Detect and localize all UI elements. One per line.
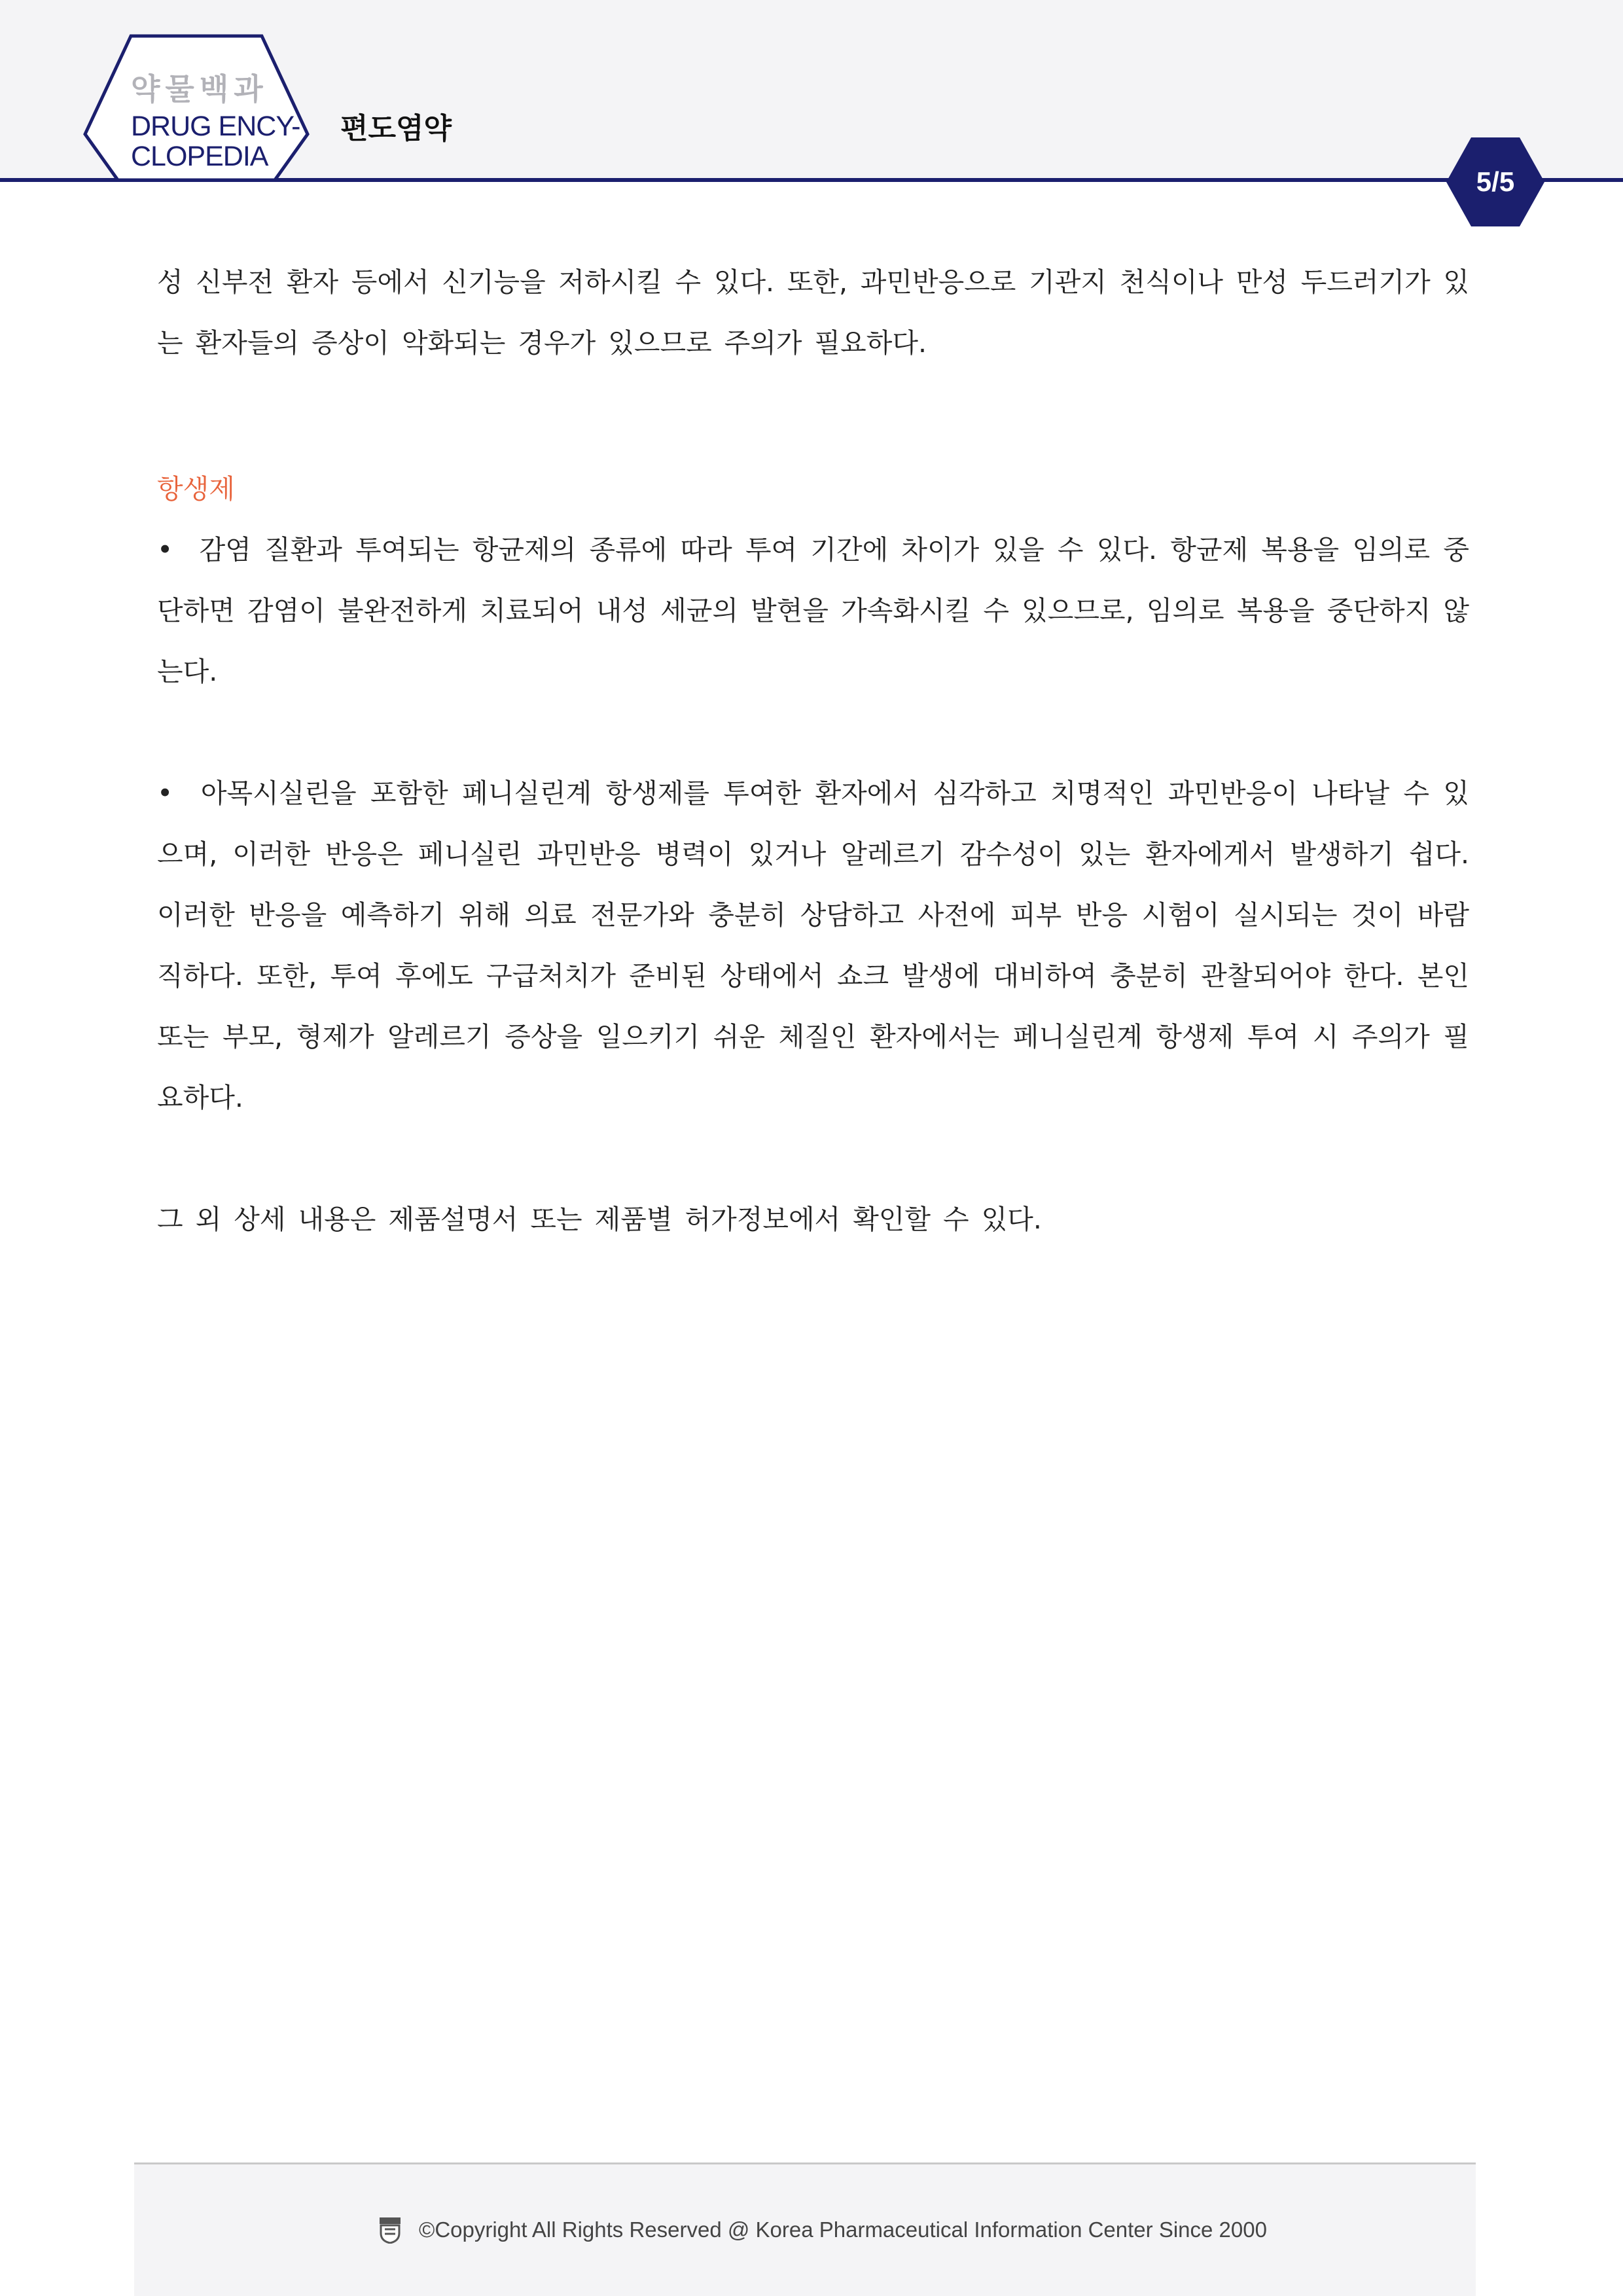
bullet-text: 아목시실린을 포함한 페니실린계 항생제를 투여한 환자에서 심각하고 치명적인 과민반응이 나타날 수 있으며, 이러한 반응은 페니실린 과민반응 병력이 있거나 알레르기 감수성이 있는 환자에게서 발생하기 쉽다. 이러한 반응을 예측하기 위해 의료 전문가와 충분히 상담하고 사전에 피부 반응 시험이 실시되는 것이 바람직하다. 또한, 투여 후에도 구급처치가 준비된 상태에서 쇼크 발생에 대비하여 충분히 관찰되어야 한다. 본인 또는 부모, 형제가 알레르기 증상을 일으키기 쉬운 체질인 환자에서는 페니실린계 항생제 투여 시 주의가 필요하다. — [157, 778, 1469, 1113]
logo-korean-text: 약물백과 — [131, 71, 268, 107]
closing-paragraph: 그 외 상세 내용은 제품설명서 또는 제품별 허가정보에서 확인할 수 있다. — [157, 1204, 1042, 1235]
document-title: 편도염약 — [340, 112, 452, 145]
bullet-item-1 — [157, 520, 1469, 702]
logo-english-text: DRUG ENCY-CLOPEDIA — [131, 111, 300, 172]
kpic-emblem-icon — [378, 2216, 402, 2244]
footer-copyright: ©Copyright All Rights Reserved @ Korea Pharmaceutical Information Center Since 2000 — [419, 2217, 1267, 2242]
continued-paragraph: 성 신부전 환자 등에서 신기능을 저하시킬 수 있다. 또한, 과민반응으로 기관지 천식이나 만성 두드러기가 있는 환자들의 증상이 악화되는 경우가 있으므로 주의가 필요하다. — [157, 266, 1469, 359]
bullet-text: 감염 질환과 투여되는 항균제의 종류에 따라 투여 기간에 차이가 있을 수 있다. 항균제 복용을 임의로 중단하면 감염이 불완전하게 치료되어 내성 세균의 발현을 가속화시킬 수 있으므로, 임의로 복용을 중단하지 않는다. — [157, 534, 1469, 687]
bullet-marker: • — [157, 534, 173, 565]
spacer — [157, 1128, 1469, 1189]
document-body — [157, 252, 1469, 1250]
spacer — [157, 374, 1469, 459]
spacer — [157, 702, 1469, 763]
bullet-marker: • — [157, 778, 173, 809]
page-indicator: 5/5 — [1476, 166, 1515, 197]
bullet-item-2 — [157, 763, 1469, 1128]
section-heading-antibiotics: 항생제 — [157, 473, 235, 505]
